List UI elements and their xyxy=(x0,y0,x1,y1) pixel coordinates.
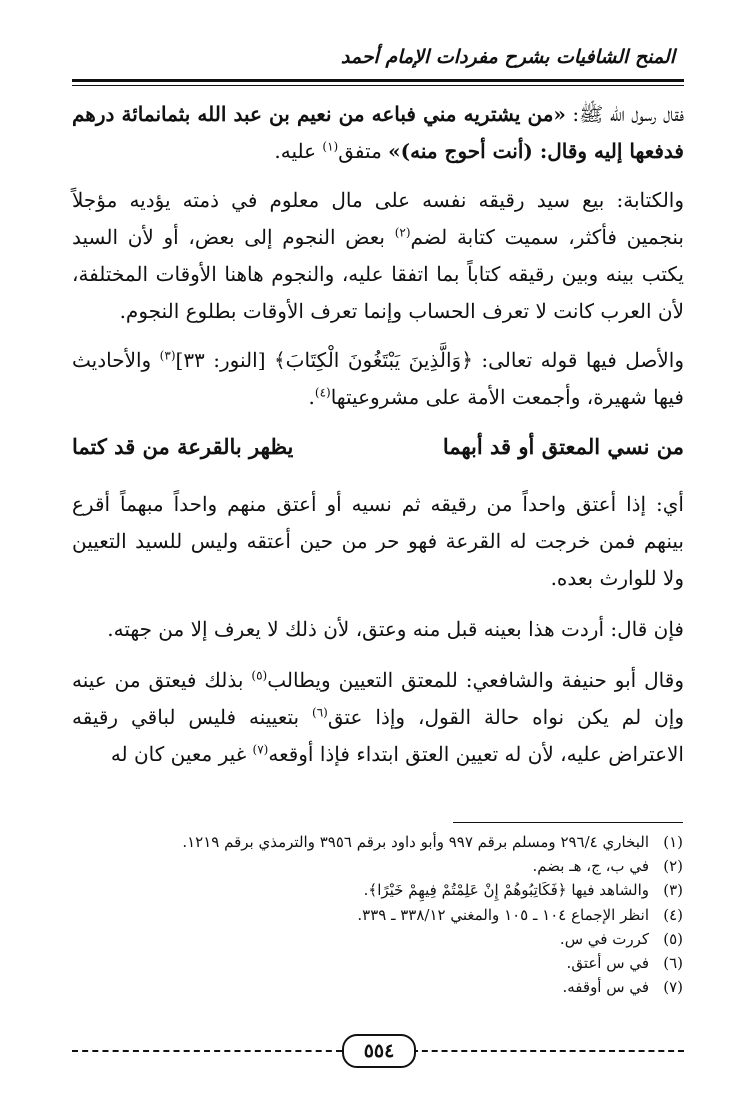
footnote-number: (٣) xyxy=(663,881,683,900)
header-rule xyxy=(72,79,684,82)
footnote-item xyxy=(71,951,683,975)
paragraph-explanation: أي: إذا أعتق واحداً من رقيقه ثم نسيه أو أعتق منهم واحداً مبهماً أقرع بينهم فمن خرجت له القرعة فهو حر من حين أعتقه وليس للسيد التعيين ولا للوارث بعده. xyxy=(72,492,684,590)
footnote-text: في س أعتق. xyxy=(566,954,649,973)
text-run: . xyxy=(308,385,315,409)
text-run: بعض النجوم إلى بعض، أو لأن السيد يكتب بينه وبين رقيقه كتاباً بما اتفقا عليه، والنجوم هاهنا الأوقات المختلفة، لأن العرب كانت لا تعرف الحساب وإنما تعرف الأوقات بطلوع النجوم. xyxy=(72,225,684,323)
text-run: والأحاديث فيها شهيرة، وأجمعت الأمة على مشروعيتها xyxy=(72,348,684,409)
footnote-text: والشاهد فيها ﴿فَكَاتِبُوهُمْ إِنْ عَلِمْتُمْ فِيهِمْ خَيْرًا﴾. xyxy=(363,881,649,900)
header-rule-thin xyxy=(72,85,684,86)
footnote-number: (٦) xyxy=(663,954,683,973)
text-run: وقال أبو حنيفة والشافعي: للمعتق التعيين ويطالب xyxy=(267,668,684,692)
footnote-ref[interactable]: (٣) xyxy=(159,348,176,363)
footnote-item xyxy=(71,975,683,999)
footnotes xyxy=(71,830,683,999)
footnote-ref[interactable]: (١) xyxy=(322,139,339,154)
text-run: فقال رسول الله ﷺ: xyxy=(565,102,685,126)
footnote-item xyxy=(71,903,683,927)
footnote-number: (٥) xyxy=(663,929,683,948)
paragraph-objection: فإن قال: أردت هذا بعينه قبل منه وعتق، لأن ذلك لا يعرف إلا من جهته. xyxy=(107,617,684,641)
verse-hemistich-first: من نسي المعتق أو قد أبهما xyxy=(442,434,684,459)
paragraph-hanafi-shafii xyxy=(72,662,684,773)
footnote-number: (٧) xyxy=(663,978,683,997)
footnote-item xyxy=(71,830,683,854)
footnote-item xyxy=(71,878,683,902)
footnote-ref[interactable]: (٤) xyxy=(314,385,331,400)
text-run: والكتابة: بيع سيد رقيقه نفسه على مال معلوم في ذمته يؤديه مؤجلاً بنجمين فأكثر، سميت كتابة لضم xyxy=(72,188,684,249)
text-run: والأصل فيها قوله تعالى: ﴿وَالَّذِينَ يَبْتَغُونَ الْكِتَابَ﴾ [النور: ٣٣] xyxy=(175,348,685,372)
footnote-text: انظر الإجماع ١٠٤ ـ ١٠٥ والمغني ٣٣٨/١٢ ـ ٣٣٩. xyxy=(357,905,649,924)
text-run: غير معين كان له xyxy=(110,742,253,766)
footnote-text: في س أوقفه. xyxy=(562,978,649,997)
footnote-text: في ب، ج، هـ بضم. xyxy=(532,857,649,876)
paragraph-hadith xyxy=(72,96,684,170)
paragraph-evidence xyxy=(72,342,684,416)
verse-line xyxy=(72,428,684,466)
text-run: متفق xyxy=(338,139,389,163)
footer-dashed-rule-right xyxy=(412,1050,684,1052)
footnote-text: كررت في س. xyxy=(559,929,649,948)
running-header-title: المنح الشافيات بشرح مفردات الإمام أحمد xyxy=(340,46,675,68)
footnote-item xyxy=(71,927,683,951)
footer-dashed-rule-left xyxy=(72,1050,342,1052)
page-number: ٥٥٤ xyxy=(342,1034,416,1068)
footnote-ref[interactable]: (٢) xyxy=(394,225,411,240)
footnote-ref[interactable]: (٦) xyxy=(312,705,328,720)
text-run: بذلك فيعتق من عينه وإن لم يكن نواه حالة القول، وإذا عتق xyxy=(72,668,684,729)
text-run: بتعيينه فليس لباقي رقيقه الاعتراض عليه، لأن له تعيين العتق ابتداء فإذا أوقعه xyxy=(72,705,684,766)
footnote-ref[interactable]: (٥) xyxy=(251,668,268,683)
footnote-separator xyxy=(453,822,683,823)
hadith-quote: «من يشتريه مني فباعه من نعيم بن عبد الله بثمانمائة درهم فدفعها إليه وقال: (أنت أحوج منه)» xyxy=(72,102,684,163)
footnote-item xyxy=(71,854,683,878)
text-run: عليه. xyxy=(274,139,323,163)
footnote-number: (٤) xyxy=(663,905,683,924)
footnote-ref[interactable]: (٧) xyxy=(252,742,269,757)
paragraph-kitaba-definition xyxy=(72,182,684,330)
footnote-number: (١) xyxy=(663,833,683,851)
footnote-text: البخاري ٢٩٦/٤ ومسلم برقم ٩٩٧ وأبو داود برقم ٣٩٥٦ والترمذي برقم ١٢١٩. xyxy=(182,833,649,851)
verse-hemistich-second: يظهر بالقرعة من قد كتما xyxy=(72,434,294,459)
main-text xyxy=(72,96,684,785)
footnote-number: (٢) xyxy=(663,857,683,876)
